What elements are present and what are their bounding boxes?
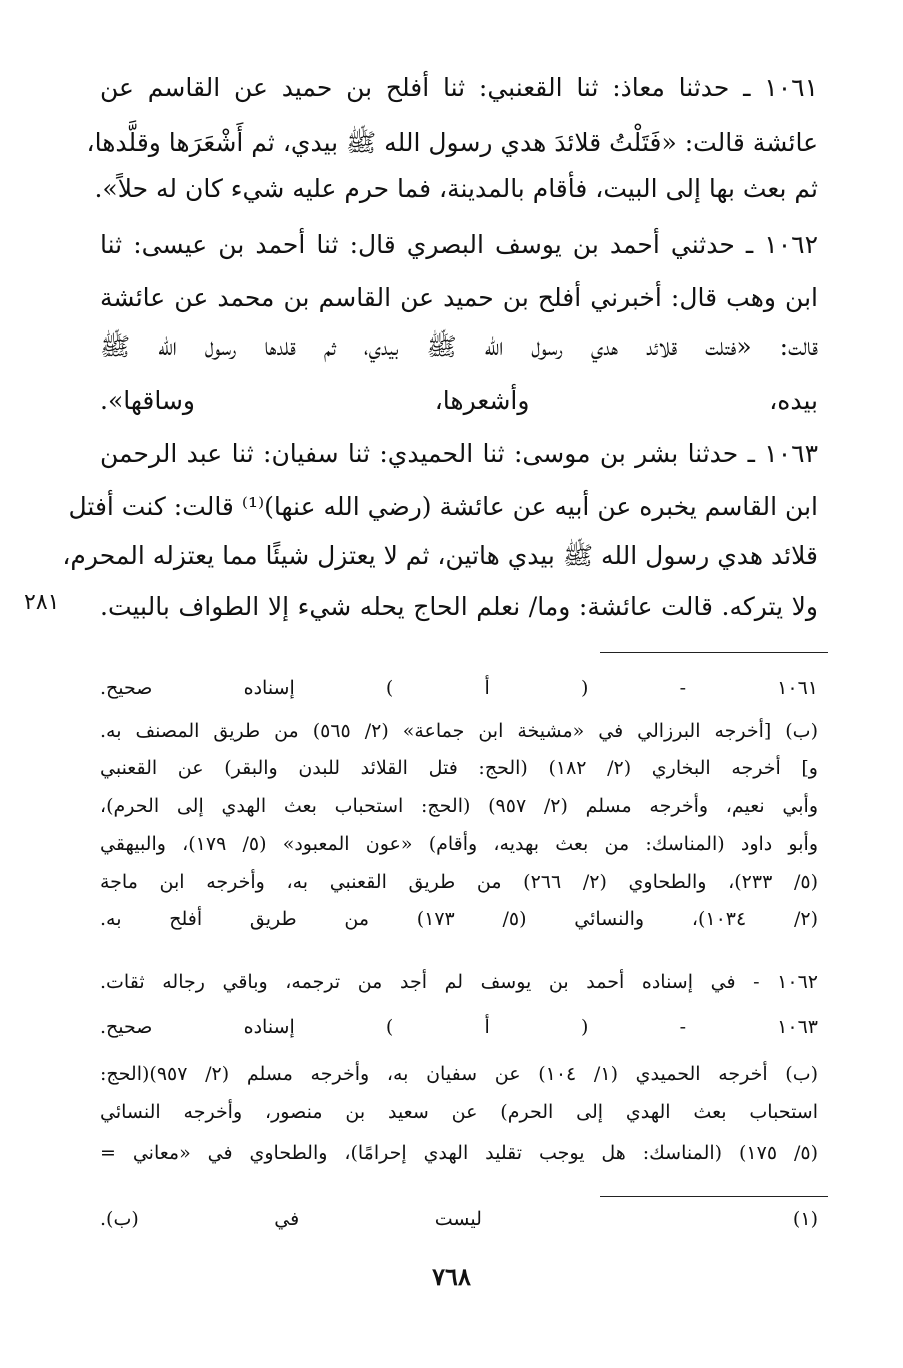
main-text-line-10: قلائد هدي رسول الله ﷺ بيدي هاتين، ثم لا يعتزل شيئًا مما يعتزله المحرم، — [62, 541, 818, 570]
footnote-line-4: وأبي نعيم، وأخرجه مسلم (٢/ ٩٥٧) (الحج: استحباب بعث الهدي إلى الحرم)، — [100, 795, 818, 817]
footnote-line-10: (ب) أخرجه الحميدي (١/ ١٠٤) عن سفيان به، وأخرجه مسلم (٢/ ٩٥٧)(الحج: — [100, 1063, 819, 1085]
main-text-line-3: ثم بعث بها إلى البيت، فأقام بالمدينة، فما حرم عليه شيء كان له حلاً». — [94, 174, 818, 203]
main-text-line-9: ابن القاسم يخبره عن أبيه عن عائشة (رضي الله عنها)⁽¹⁾ قالت: كنت أفتل — [68, 492, 818, 521]
page-number: ٧٦٨ — [432, 1262, 471, 1291]
main-text-line-8: ١٠٦٣ ـ حدثنا بشر بن موسى: ثنا الحميدي: ثنا سفيان: ثنا عبد الرحمن — [100, 439, 818, 468]
footnote-line-7: (٢/ ١٠٣٤)، والنسائي (٥/ ١٧٣) من طريق أفلح به. — [100, 908, 818, 930]
main-text-line-5: ابن وهب قال: أخبرني أفلح بن حميد عن القاسم بن محمد عن عائشة — [100, 283, 818, 312]
footnote-line-6: (٥/ ٢٣٣)، والطحاوي (٢/ ٢٦٦) من طريق القعنبي به، وأخرجه ابن ماجة — [100, 871, 818, 893]
footnote-line-2: (ب) [أخرجه البرزالي في «مشيخة ابن جماعة» (٢/ ٥٦٥) من طريق المصنف به. — [100, 720, 818, 742]
main-text-line-1: ١٠٦١ ـ حدثنا معاذ: ثنا القعنبي: ثنا أفلح بن حميد عن القاسم عن — [100, 73, 818, 102]
footnote-line-5: وأبو داود (المناسك: من بعث بهديه، وأقام) «عون المعبود» (٥/ ١٧٩)، والبيهقي — [100, 833, 818, 855]
footnote-line-1: ١٠٦١ - ( أ ) إسناده صحيح. — [100, 677, 818, 699]
variant-note-number: (١) — [792, 1208, 818, 1230]
main-text-line-7: بيده، وأشعرها، وساقها». — [100, 386, 818, 415]
main-text-line-2: عائشة قالت: «فَتَلْتُ قلائدَ هدي رسول الله ﷺ بيدي، ثم أَشْعَرَها وقلَّدها، — [86, 128, 818, 157]
footnote-line-9: ١٠٦٣ - ( أ ) إسناده صحيح. — [100, 1016, 818, 1038]
footnote-line-3: و] أخرجه البخاري (٢/ ١٨٢) (الحج: فتل القلائد للبدن والبقر) عن القعنبي — [100, 757, 818, 779]
footnote-line-8: ١٠٦٢ - في إسناده أحمد بن يوسف لم أجد من ترجمه، وباقي رجاله ثقات. — [100, 971, 818, 993]
main-text-line-6: قالت: «فتلت قلائد هدي رسول الله ﷺ بيدي، ثم قلدها رسول الله ﷺ — [100, 332, 818, 361]
footnote-separator — [600, 652, 828, 653]
footnote-line-11: استحباب بعث الهدي إلى الحرم) عن سعيد بن منصور، وأخرجه النسائي — [100, 1101, 818, 1123]
variant-note — [100, 1204, 818, 1234]
secondary-separator — [600, 1196, 828, 1197]
footnote-line-12: (٥/ ١٧٥) (المناسك: هل يوجب تقليد الهدي إحرامًا)، والطحاوي في «معاني = — [100, 1142, 818, 1164]
main-text-line-4: ١٠٦٢ ـ حدثني أحمد بن يوسف البصري قال: ثنا أحمد بن عيسى: ثنا — [100, 230, 818, 259]
main-text-line-11: ولا يتركه. قالت عائشة: وما/ نعلم الحاج يحله شيء إلا الطواف بالبيت. — [100, 592, 818, 621]
margin-page-reference: ٢٨١ — [24, 590, 60, 615]
variant-note-text: ليست في (ب). — [100, 1208, 482, 1230]
